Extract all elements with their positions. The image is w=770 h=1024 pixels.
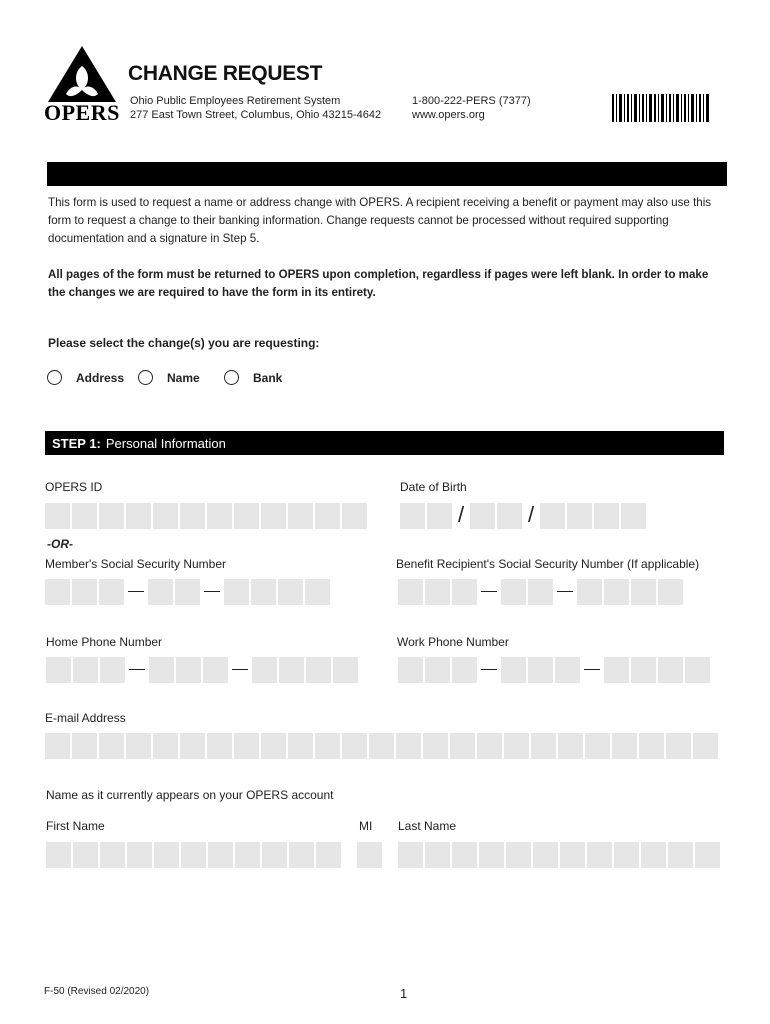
- email-char[interactable]: [504, 733, 529, 759]
- home-phone-field[interactable]: [46, 657, 360, 683]
- option-address[interactable]: [47, 370, 124, 385]
- email-char[interactable]: [234, 733, 259, 759]
- logo-wordmark: OPERS: [44, 100, 120, 125]
- opers-id-field[interactable]: [45, 503, 369, 529]
- ssn-digit[interactable]: [528, 579, 553, 605]
- email-char[interactable]: [531, 733, 556, 759]
- opers-id-digit[interactable]: [45, 503, 70, 529]
- email-char[interactable]: [288, 733, 313, 759]
- page-number: 1: [400, 986, 408, 1001]
- last-name-char[interactable]: [479, 842, 504, 868]
- opers-id-digit[interactable]: [180, 503, 205, 529]
- opers-id-digit[interactable]: [288, 503, 313, 529]
- ssn-digit[interactable]: [452, 579, 477, 605]
- email-char[interactable]: [396, 733, 421, 759]
- ssn-digit[interactable]: [72, 579, 97, 605]
- ssn-digit[interactable]: [501, 579, 526, 605]
- ssn-dash: [126, 579, 146, 605]
- phone-digit[interactable]: [501, 657, 526, 683]
- phone-digit[interactable]: [149, 657, 174, 683]
- dob-day-digit[interactable]: [497, 503, 522, 529]
- header-divider-bar: [47, 162, 727, 186]
- last-name-char[interactable]: [560, 842, 585, 868]
- ssn-digit[interactable]: [148, 579, 173, 605]
- first-name-char[interactable]: [262, 842, 287, 868]
- member-ssn-field[interactable]: [45, 579, 332, 605]
- email-char[interactable]: [666, 733, 691, 759]
- email-char[interactable]: [450, 733, 475, 759]
- first-name-char[interactable]: [181, 842, 206, 868]
- phone-digit[interactable]: [306, 657, 331, 683]
- opers-id-digit[interactable]: [153, 503, 178, 529]
- last-name-char[interactable]: [398, 842, 423, 868]
- opers-id-digit[interactable]: [234, 503, 259, 529]
- email-char[interactable]: [612, 733, 637, 759]
- barcode-icon: [612, 94, 710, 122]
- first-name-char[interactable]: [46, 842, 71, 868]
- work-phone-field[interactable]: [398, 657, 712, 683]
- phone-digit[interactable]: [46, 657, 71, 683]
- dob-label: Date of Birth: [400, 480, 467, 494]
- opers-id-digit[interactable]: [315, 503, 340, 529]
- opers-logo-mark-icon: [44, 44, 120, 104]
- change-selection-prompt: Please select the change(s) you are requesting:: [48, 336, 320, 350]
- org-website: www.opers.org: [412, 109, 485, 121]
- option-bank-label: Bank: [253, 370, 283, 385]
- opers-id-label: OPERS ID: [45, 480, 103, 494]
- first-name-char[interactable]: [316, 842, 341, 868]
- phone-digit[interactable]: [631, 657, 656, 683]
- dob-year-digit[interactable]: [621, 503, 646, 529]
- first-name-char[interactable]: [127, 842, 152, 868]
- ssn-digit[interactable]: [99, 579, 124, 605]
- email-char[interactable]: [639, 733, 664, 759]
- dob-field[interactable]: [400, 503, 648, 529]
- dob-day-digit[interactable]: [470, 503, 495, 529]
- work-phone-label: Work Phone Number: [397, 635, 509, 649]
- mi-char[interactable]: [357, 842, 382, 868]
- phone-dash: [127, 657, 147, 683]
- option-bank[interactable]: [224, 370, 282, 385]
- option-name[interactable]: [138, 370, 200, 385]
- opers-id-digit[interactable]: [207, 503, 232, 529]
- mi-field[interactable]: [357, 842, 384, 868]
- dob-year-digit[interactable]: [567, 503, 592, 529]
- phone-digit[interactable]: [252, 657, 277, 683]
- home-phone-label: Home Phone Number: [46, 635, 163, 649]
- first-name-field[interactable]: [46, 842, 343, 868]
- name-radio[interactable]: [138, 370, 153, 385]
- phone-digit[interactable]: [528, 657, 553, 683]
- phone-digit[interactable]: [685, 657, 710, 683]
- ssn-digit[interactable]: [658, 579, 683, 605]
- ssn-digit[interactable]: [305, 579, 330, 605]
- first-name-char[interactable]: [73, 842, 98, 868]
- org-name: Ohio Public Employees Retirement System: [130, 95, 341, 107]
- first-name-char[interactable]: [235, 842, 260, 868]
- first-name-char[interactable]: [289, 842, 314, 868]
- phone-digit[interactable]: [333, 657, 358, 683]
- first-name-label: First Name: [46, 819, 105, 833]
- ssn-digit[interactable]: [604, 579, 629, 605]
- phone-dash: [230, 657, 250, 683]
- org-phone: 1-800-222-PERS (7377): [412, 95, 531, 107]
- email-char[interactable]: [585, 733, 610, 759]
- opers-id-digit[interactable]: [72, 503, 97, 529]
- email-char[interactable]: [342, 733, 367, 759]
- ssn-digit[interactable]: [278, 579, 303, 605]
- member-ssn-label: Member's Social Security Number: [45, 557, 227, 571]
- email-char[interactable]: [693, 733, 718, 759]
- ssn-digit[interactable]: [224, 579, 249, 605]
- last-name-char[interactable]: [668, 842, 693, 868]
- email-char[interactable]: [558, 733, 583, 759]
- first-name-char[interactable]: [208, 842, 233, 868]
- phone-digit[interactable]: [398, 657, 423, 683]
- phone-dash: [479, 657, 499, 683]
- step1-label: STEP 1:: [52, 435, 101, 451]
- email-char[interactable]: [180, 733, 205, 759]
- email-char[interactable]: [207, 733, 232, 759]
- option-name-label: Name: [167, 370, 200, 385]
- dob-month-digit[interactable]: [400, 503, 425, 529]
- bank-radio[interactable]: [224, 370, 239, 385]
- email-label: E-mail Address: [45, 711, 126, 725]
- ssn-digit[interactable]: [398, 579, 423, 605]
- phone-dash: [582, 657, 602, 683]
- email-char[interactable]: [369, 733, 394, 759]
- last-name-field[interactable]: [398, 842, 722, 868]
- ssn-digit[interactable]: [175, 579, 200, 605]
- first-name-char[interactable]: [100, 842, 125, 868]
- last-name-char[interactable]: [614, 842, 639, 868]
- email-field[interactable]: [45, 733, 720, 759]
- email-char[interactable]: [423, 733, 448, 759]
- ssn-dash: [479, 579, 499, 605]
- ssn-digit[interactable]: [251, 579, 276, 605]
- last-name-char[interactable]: [533, 842, 558, 868]
- email-char[interactable]: [261, 733, 286, 759]
- opers-id-digit[interactable]: [126, 503, 151, 529]
- ssn-digit[interactable]: [631, 579, 656, 605]
- dob-month-digit[interactable]: [427, 503, 452, 529]
- ssn-digit[interactable]: [425, 579, 450, 605]
- phone-digit[interactable]: [279, 657, 304, 683]
- last-name-char[interactable]: [695, 842, 720, 868]
- or-separator: -OR-: [47, 537, 73, 551]
- phone-digit[interactable]: [176, 657, 201, 683]
- email-char[interactable]: [477, 733, 502, 759]
- last-name-char[interactable]: [452, 842, 477, 868]
- ssn-digit[interactable]: [577, 579, 602, 605]
- dob-year-digit[interactable]: [540, 503, 565, 529]
- step1-header: [45, 431, 724, 455]
- step1-title: Personal Information: [105, 435, 226, 451]
- opers-id-digit[interactable]: [261, 503, 286, 529]
- last-name-label: Last Name: [398, 819, 457, 833]
- phone-digit[interactable]: [604, 657, 629, 683]
- opers-logo: [44, 44, 120, 124]
- org-address: 277 East Town Street, Columbus, Ohio 43215-4642: [130, 109, 382, 121]
- last-name-char[interactable]: [641, 842, 666, 868]
- opers-id-digit[interactable]: [342, 503, 367, 529]
- page-title: CHANGE REQUEST: [128, 62, 323, 85]
- dob-year-digit[interactable]: [594, 503, 619, 529]
- option-address-label: Address: [76, 370, 125, 385]
- email-char[interactable]: [315, 733, 340, 759]
- email-char[interactable]: [126, 733, 151, 759]
- ssn-digit[interactable]: [45, 579, 70, 605]
- last-name-char[interactable]: [587, 842, 612, 868]
- last-name-char[interactable]: [425, 842, 450, 868]
- recipient-ssn-label: Benefit Recipient's Social Security Number (If applicable): [396, 557, 700, 571]
- phone-digit[interactable]: [555, 657, 580, 683]
- phone-digit[interactable]: [100, 657, 125, 683]
- phone-digit[interactable]: [425, 657, 450, 683]
- intro-paragraph: This form is used to request a name or address change with OPERS. A recipient receiving a benefit or payment may also use this form to request a change to their banking information. Change requests cannot be processed without required supporting documentation and a signature in Step 5.: [48, 196, 712, 245]
- email-char[interactable]: [72, 733, 97, 759]
- dob-separator: /: [457, 502, 465, 527]
- address-radio[interactable]: [47, 370, 62, 385]
- form-id: F-50 (Revised 02/2020): [44, 986, 150, 997]
- mi-label: MI: [359, 819, 373, 833]
- last-name-char[interactable]: [506, 842, 531, 868]
- email-char[interactable]: [153, 733, 178, 759]
- opers-id-digit[interactable]: [99, 503, 124, 529]
- ssn-dash: [555, 579, 575, 605]
- intro-notice: All pages of the form must be returned to OPERS upon completion, regardless if pages were left blank. In order to make the changes we are required to have the form in its entirety.: [48, 268, 709, 299]
- ssn-dash: [202, 579, 222, 605]
- email-char[interactable]: [99, 733, 124, 759]
- first-name-char[interactable]: [154, 842, 179, 868]
- phone-digit[interactable]: [658, 657, 683, 683]
- dob-separator: /: [527, 502, 535, 527]
- phone-digit[interactable]: [203, 657, 228, 683]
- email-char[interactable]: [45, 733, 70, 759]
- current-name-intro: Name as it currently appears on your OPERS account: [46, 788, 334, 802]
- phone-digit[interactable]: [73, 657, 98, 683]
- recipient-ssn-field[interactable]: [398, 579, 685, 605]
- phone-digit[interactable]: [452, 657, 477, 683]
